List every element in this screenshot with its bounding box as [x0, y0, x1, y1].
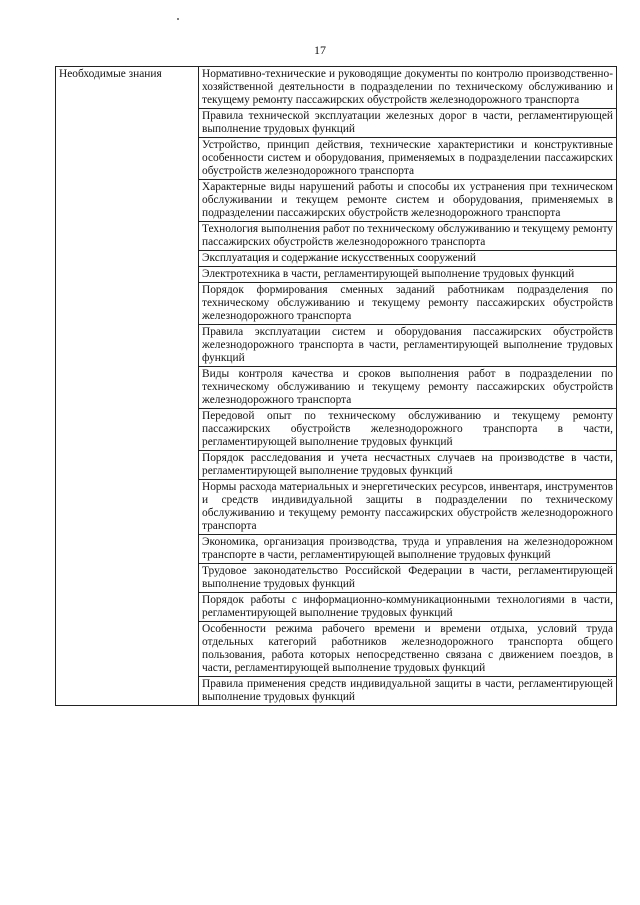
knowledge-item: Нормативно-технические и руководящие документы по контролю производственно-хозяйственной деятельности в подразделении по техническому обслуживанию и текущему ремонту пассажирских обустройств железнодорожного транспорта — [199, 67, 617, 109]
knowledge-item: Виды контроля качества и сроков выполнения работ в подразделении по техническому обслуживанию и текущему ремонту пассажирских обустройств железнодорожного транспорта — [199, 367, 617, 409]
knowledge-item: Порядок работы с информационно-коммуникационными технологиями в части, регламентирующей выполнение трудовых функций — [199, 593, 617, 622]
knowledge-item: Электротехника в части, регламентирующей выполнение трудовых функций — [199, 267, 617, 283]
knowledge-item: Порядок расследования и учета несчастных случаев на производстве в части, регламентирующей выполнение трудовых функций — [199, 451, 617, 480]
table-row — [56, 67, 617, 109]
knowledge-item: Особенности режима рабочего времени и времени отдыха, условий труда отдельных категорий работников железнодорожного транспорта общего пользования, работа которых непосредственно связана с движением поездов, в части, регламентирующей выполнение трудовых функций — [199, 622, 617, 677]
row-label: Необходимые знания — [56, 67, 199, 706]
knowledge-item: Технология выполнения работ по техническому обслуживанию и текущему ремонту пассажирских обустройств железнодорожного транспорта — [199, 222, 617, 251]
knowledge-item: Правила технической эксплуатации железных дорог в части, регламентирующей выполнение трудовых функций — [199, 109, 617, 138]
knowledge-item: Устройство, принцип действия, технические характеристики и конструктивные особенности систем и оборудования, применяемых в подразделении пассажирских обустройств железнодорожного транспорта — [199, 138, 617, 180]
scan-speck — [177, 18, 179, 20]
knowledge-item: Экономика, организация производства, труда и управления на железнодорожном транспорте в части, регламентирующей выполнение трудовых функций — [199, 535, 617, 564]
knowledge-item: Характерные виды нарушений работы и способы их устранения при техническом обслуживании и текущем ремонте систем и оборудования, применяемых в подразделении пассажирских обустройств железнодорожного транспорта — [199, 180, 617, 222]
knowledge-item: Правила эксплуатации систем и оборудования пассажирских обустройств железнодорожного транспорта в части, регламентирующей выполнение трудовых функций — [199, 325, 617, 367]
knowledge-table — [55, 66, 617, 706]
knowledge-item: Правила применения средств индивидуальной защиты в части, регламентирующей выполнение трудовых функций — [199, 677, 617, 706]
knowledge-table-body — [56, 67, 617, 706]
knowledge-item: Трудовое законодательство Российской Федерации в части, регламентирующей выполнение трудовых функций — [199, 564, 617, 593]
page-number: 17 — [314, 43, 326, 57]
knowledge-item: Передовой опыт по техническому обслуживанию и текущему ремонту пассажирских обустройств железнодорожного транспорта в части, регламентирующей выполнение трудовых функций — [199, 409, 617, 451]
knowledge-item: Эксплуатация и содержание искусственных сооружений — [199, 251, 617, 267]
knowledge-item: Порядок формирования сменных заданий работникам подразделения по техническому обслуживанию и текущему ремонту пассажирских обустройств железнодорожного транспорта — [199, 283, 617, 325]
knowledge-item: Нормы расхода материальных и энергетических ресурсов, инвентаря, инструментов и средств индивидуальной защиты в подразделении по техническому обслуживанию и текущему ремонту пассажирских обустройств железнодорожного транспорта — [199, 480, 617, 535]
